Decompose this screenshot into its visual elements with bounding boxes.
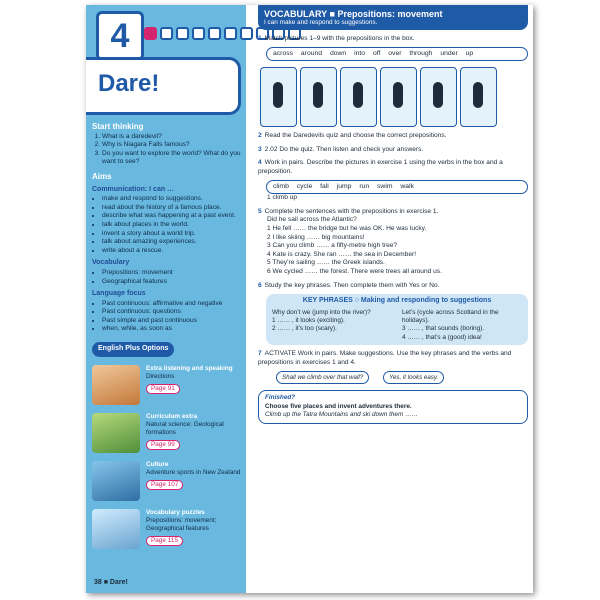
speech-bubble: Yes, it looks easy. [383, 371, 444, 384]
finished-heading: Finished? [265, 394, 296, 402]
start-thinking-item: 2. Why is Niagara Falls famous? [102, 141, 242, 150]
aim-item: • make and respond to suggestions. [102, 195, 242, 204]
option-title: Extra listening and speaking [146, 364, 233, 372]
skydiver-picture [300, 67, 337, 127]
option-photo [92, 413, 140, 453]
finished-example: Climb up the Tatra Mountains and ski down them …… [265, 411, 418, 419]
exercise-1 [258, 35, 528, 127]
exercise-number: 1 [258, 35, 262, 42]
page-footer: 38 ■ Dare! [94, 579, 128, 586]
exercise-number: 5 [258, 207, 262, 215]
option-desc: Natural science: Geological formations [146, 420, 224, 436]
key-phrase: 4 …… , that’s a (good) idea! [402, 333, 482, 341]
unit-title: Dare! [98, 70, 160, 97]
key-phrase: Let’s (cycle across Scotland in the holidays). [402, 308, 499, 324]
exercise-instruction: ACTIVATE Work in pairs. Make suggestions. Use the key phrases and the verbs and prepositions in exercises 1 and 4. [258, 350, 512, 366]
option-title: Culture [146, 460, 169, 468]
textbook-page [86, 5, 533, 593]
sentence-line: 5 They’re sailing …… the Greek islands. [267, 259, 385, 267]
example-answer: 1 climb up [267, 194, 298, 202]
exercise-5 [258, 208, 528, 277]
sentence-line: 3 Can you climb …… a fifty-metre high tree? [267, 242, 398, 250]
climber-picture [260, 67, 297, 127]
speech-bubble: Shall we climb over that wall? [276, 371, 369, 384]
exercises-column [258, 5, 528, 424]
key-phrase: 3 …… , that sounds (boring). [402, 325, 485, 333]
picture-strip [260, 67, 528, 127]
exercise-number: 4 [258, 159, 262, 167]
start-thinking-item: 3. Do you want to explore the world? What do you want to see? [102, 150, 242, 167]
lesson-title: VOCABULARY ■ Prepositions: movement [264, 9, 443, 19]
exercise-instruction: Read the Daredevils quiz and choose the correct prepositions. [264, 132, 447, 140]
exercise-instruction: 2.02 Do the quiz. Then listen and check your answers. [264, 145, 424, 153]
word-box: across around down into off over through under up [266, 47, 528, 62]
sentence-line: Did he sail across the Atlantic? [267, 216, 357, 224]
start-thinking-item: 1. What is a daredevil? [102, 133, 242, 142]
rider-picture [460, 67, 497, 127]
finished-box [258, 390, 528, 423]
vocabulary-item: • Geographical features [102, 278, 242, 287]
option-vocabulary-puzzles [92, 509, 242, 549]
unit-title-box [86, 57, 241, 115]
option-page-link[interactable]: Page 115 [146, 536, 183, 546]
option-title: Curriculum extra [146, 412, 198, 420]
option-extra-listening [92, 365, 242, 405]
option-page-link[interactable]: Page 99 [146, 440, 180, 450]
exercise-instruction: Work in pairs. Describe the pictures in exercise 1 using the verbs in the box and a preposition. [258, 159, 503, 175]
option-photo [92, 461, 140, 501]
aim-item: • talk about amazing experiences. [102, 238, 242, 247]
left-sidebar [86, 5, 246, 593]
aims-heading: Aims [92, 171, 112, 181]
aim-item: • talk about places in the world. [102, 221, 242, 230]
language-item: • Past continuous: affirmative and negative [102, 300, 242, 309]
exercise-2 [258, 132, 528, 141]
exercise-instruction: Match pictures 1–9 with the prepositions in the box. [264, 35, 415, 42]
unit-aims [92, 117, 242, 549]
option-page-link[interactable]: Page 107 [146, 480, 183, 490]
exercise-3 [258, 146, 528, 155]
sentence-line: 1 He fell …… the bridge but he was OK. He was lucky. [267, 224, 427, 232]
aim-item: • invent a story about a world trip. [102, 230, 242, 239]
footer-label: Dare! [109, 579, 128, 586]
cyclist-picture [340, 67, 377, 127]
aim-item: • describe what was happening at a past event. [102, 212, 242, 221]
start-thinking-heading: Start thinking [92, 122, 144, 131]
exercise-number: 7 [258, 350, 262, 358]
exercise-6 [258, 282, 528, 291]
option-photo [92, 509, 140, 549]
option-title: Vocabulary puzzles [146, 508, 205, 516]
vocabulary-heading: Vocabulary [92, 259, 130, 267]
speech-bubbles [276, 371, 528, 384]
exercise-instruction: Study the key phrases. Then complete them with Yes or No. [264, 281, 440, 289]
language-item: • Past simple and past continuous [102, 317, 242, 326]
key-phrases-box [266, 294, 528, 345]
finished-text: Choose five places and invent adventures there. [265, 402, 412, 410]
exercise-number: 6 [258, 281, 262, 289]
communication-heading: Communication: I can … [92, 185, 175, 193]
hurdler-picture [420, 67, 457, 127]
exercise-7 [258, 350, 528, 367]
aim-item: • read about the history of a famous place. [102, 204, 242, 213]
vocabulary-header [258, 5, 528, 30]
language-item: • Past continuous: questions [102, 308, 242, 317]
option-culture [92, 461, 242, 501]
option-desc: Adventure sports in New Zealand [146, 468, 241, 476]
option-page-link[interactable]: Page 91 [146, 384, 180, 394]
vocabulary-item: • Prepositions: movement [102, 269, 242, 278]
lesson-subtitle: I can make and respond to suggestions. [264, 19, 378, 26]
language-item: • when, while, as soon as [102, 325, 242, 334]
sentence-line: 6 We cycled …… the forest. There were trees all around us. [267, 267, 442, 275]
option-curriculum-extra [92, 413, 242, 453]
option-desc: Directions [146, 372, 175, 380]
unit-number: 4 [96, 11, 144, 61]
option-desc: Prepositions: movement; Geographical features [146, 516, 217, 532]
exercise-number: 2 [258, 132, 262, 140]
exercise-number: 3 [258, 145, 262, 153]
options-heading: English Plus Options [92, 342, 174, 357]
page-number: 38 [94, 579, 102, 586]
language-heading: Language focus [92, 290, 146, 298]
runner-picture [380, 67, 417, 127]
key-phrase: Why don’t we (jump into the river)? [272, 308, 371, 316]
aim-item: • write about a rescue. [102, 247, 242, 256]
key-phrases-heading: KEY PHRASES ○ Making and responding to suggestions [302, 297, 492, 305]
exercise-4 [258, 159, 528, 202]
verb-box: climb cycle fall jump run swim walk [266, 180, 528, 195]
exercise-instruction: Complete the sentences with the prepositions in exercise 1. [264, 207, 439, 215]
sentence-line: 4 Kate is crazy. She ran …… the sea in December! [267, 250, 417, 258]
option-photo [92, 365, 140, 405]
key-phrase: 2 …… , it’s too (scary). [272, 325, 337, 333]
key-phrase: 1 …… , it looks (exciting). [272, 316, 345, 324]
sentence-line: 2 I like skiing …… big mountains! [267, 233, 365, 241]
